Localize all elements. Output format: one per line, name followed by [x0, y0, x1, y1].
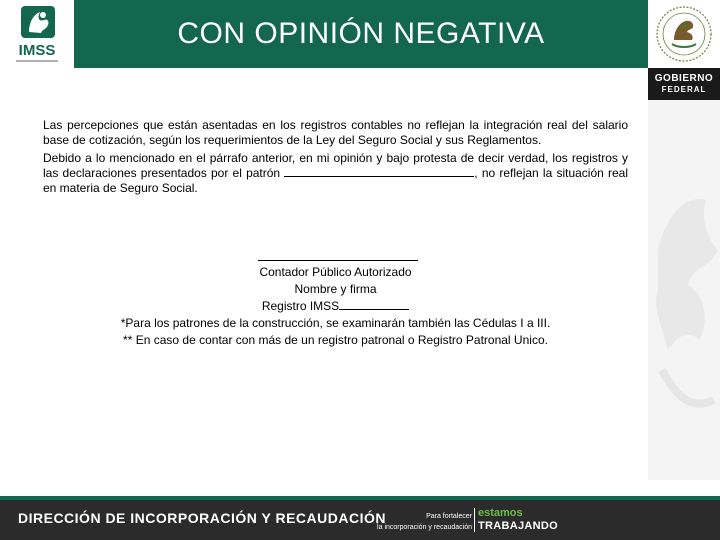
paragraph-1: Las percepciones que están asentadas en los registros contables no reflejan la integración real del salario base de cotización, según los requerimientos de la Ley del Seguro Social y sus Reglamentos. [43, 118, 628, 147]
header [0, 0, 720, 68]
svg-text:IMSS: IMSS [18, 42, 56, 59]
footer-estamos: estamos [478, 507, 523, 519]
registro-label: Registro IMSS [261, 299, 340, 313]
paragraph-2-end: , no reflejan la situación real en materia de Seguro Social. [43, 166, 628, 195]
paragraph-2 [43, 151, 628, 196]
right-rail [648, 0, 720, 540]
registro-blank-field [339, 299, 409, 310]
note-construccion: *Para los patrones de la construcción, se examinarán también las Cédulas I a III. [120, 316, 551, 330]
opinion-text [43, 118, 628, 199]
imss-eagle-icon [0, 0, 74, 68]
patron-blank-field [284, 166, 474, 177]
federal-label: FEDERAL [661, 85, 707, 94]
eagle-watermark [648, 100, 720, 480]
gobierno-federal-badge [648, 68, 720, 100]
footer-trabajando: TRABAJANDO [478, 520, 558, 532]
signature-block [43, 264, 628, 349]
footer-title: DIRECCIÓN DE INCORPORACIÓN Y RECAUDACIÓN [18, 510, 386, 526]
footer-divider [474, 508, 475, 532]
title-bar [74, 0, 648, 68]
footer-tagline-line2: la incorporación y recaudación [377, 524, 472, 531]
signature-name-label: Nombre y firma [294, 282, 377, 296]
gobierno-label: GOBIERNO [654, 73, 714, 84]
signature-role: Contador Público Autorizado [259, 265, 412, 279]
footer-tagline [370, 511, 472, 533]
footer-accent-bar [0, 496, 720, 500]
registro-row [43, 298, 628, 315]
watermark-eagle-icon [648, 100, 720, 480]
signature-line [258, 260, 418, 261]
imss-logo [0, 0, 75, 68]
footer-tagline-line1: Para fortalecer [426, 513, 472, 520]
mexico-seal [648, 0, 720, 68]
paragraph-2-start: Debido a lo mencionado en el párrafo anterior, en mi opinión y bajo protesta de decir verdad, los registros y las declaraciones presentados por el patrón [43, 151, 628, 180]
page-title: CON OPINIÓN NEGATIVA [177, 17, 545, 50]
eagle-seal-icon [648, 0, 720, 68]
note-registro-patronal: ** En caso de contar con más de un registro patronal o Registro Patronal Unico. [123, 333, 548, 347]
